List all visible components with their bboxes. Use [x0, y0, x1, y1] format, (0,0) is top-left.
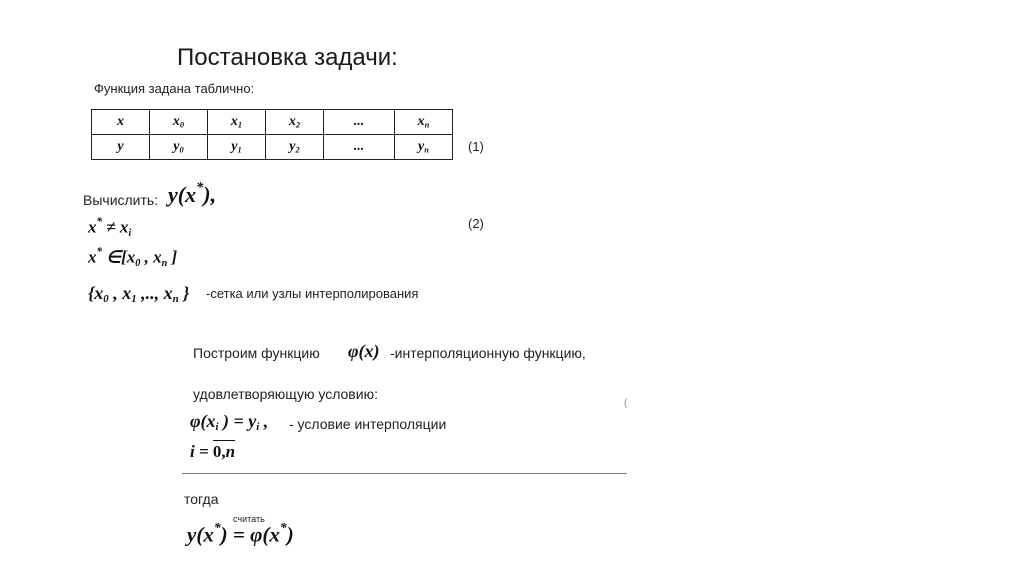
compute-expression: y(x*), — [168, 180, 217, 207]
table-cell: $y_0$ — [150, 135, 208, 160]
interpolation-text: - условие интерполяции — [289, 416, 447, 432]
table-cell: $y_2$ — [266, 135, 324, 160]
page-title: Постановка задачи: — [177, 44, 398, 71]
count-label: считать — [233, 514, 265, 524]
phi-function: φ(x) — [348, 341, 380, 361]
table-cell: $y_1$ — [208, 135, 266, 160]
table-cell: $x_2$ — [266, 110, 324, 135]
table-cell: $x_0$ — [150, 110, 208, 135]
equation-number-1: (1) — [468, 139, 484, 154]
table-cell: ... — [324, 135, 395, 160]
compute-label: Вычислить: — [83, 192, 159, 208]
grid-description: -сетка или узлы интерполирования — [206, 286, 419, 301]
final-expression: y(x*) = φ(x*) — [187, 520, 294, 547]
build-text-2: -интерполяционную функцию, — [390, 345, 586, 361]
table-cell: ... — [324, 110, 395, 135]
index-range: i = 0,n — [190, 442, 236, 461]
intro-text: Функция задана таблично: — [94, 81, 255, 96]
table-row-y — [92, 135, 453, 160]
then-text: тогда — [184, 491, 219, 507]
table-cell: x — [92, 110, 150, 135]
condition-in-range: x* $\in[x_0$ , $x_n$ ] — [88, 246, 178, 269]
equation-number-2: (2) — [468, 216, 484, 231]
grid-set: {$x_0$ , $x_1$ ,.., $x_n$ } — [88, 283, 190, 306]
values-table — [91, 109, 453, 160]
stray-mark: ( — [624, 398, 628, 409]
table-cell: y — [92, 135, 150, 160]
table-cell: $x_n$ — [395, 110, 453, 135]
condition-not-equal: $x^* \ne x_i$ — [88, 216, 132, 239]
table-row-x — [92, 110, 453, 135]
table-cell: $x_1$ — [208, 110, 266, 135]
satisfying-text: удовлетворяющую условию: — [193, 386, 378, 402]
divider-line — [182, 473, 627, 474]
interpolation-expression: $\varphi(x_i$ ) = $y_i$ , — [190, 411, 269, 434]
table-cell: $y_n$ — [395, 135, 453, 160]
build-text-1: Построим функцию — [193, 345, 320, 361]
